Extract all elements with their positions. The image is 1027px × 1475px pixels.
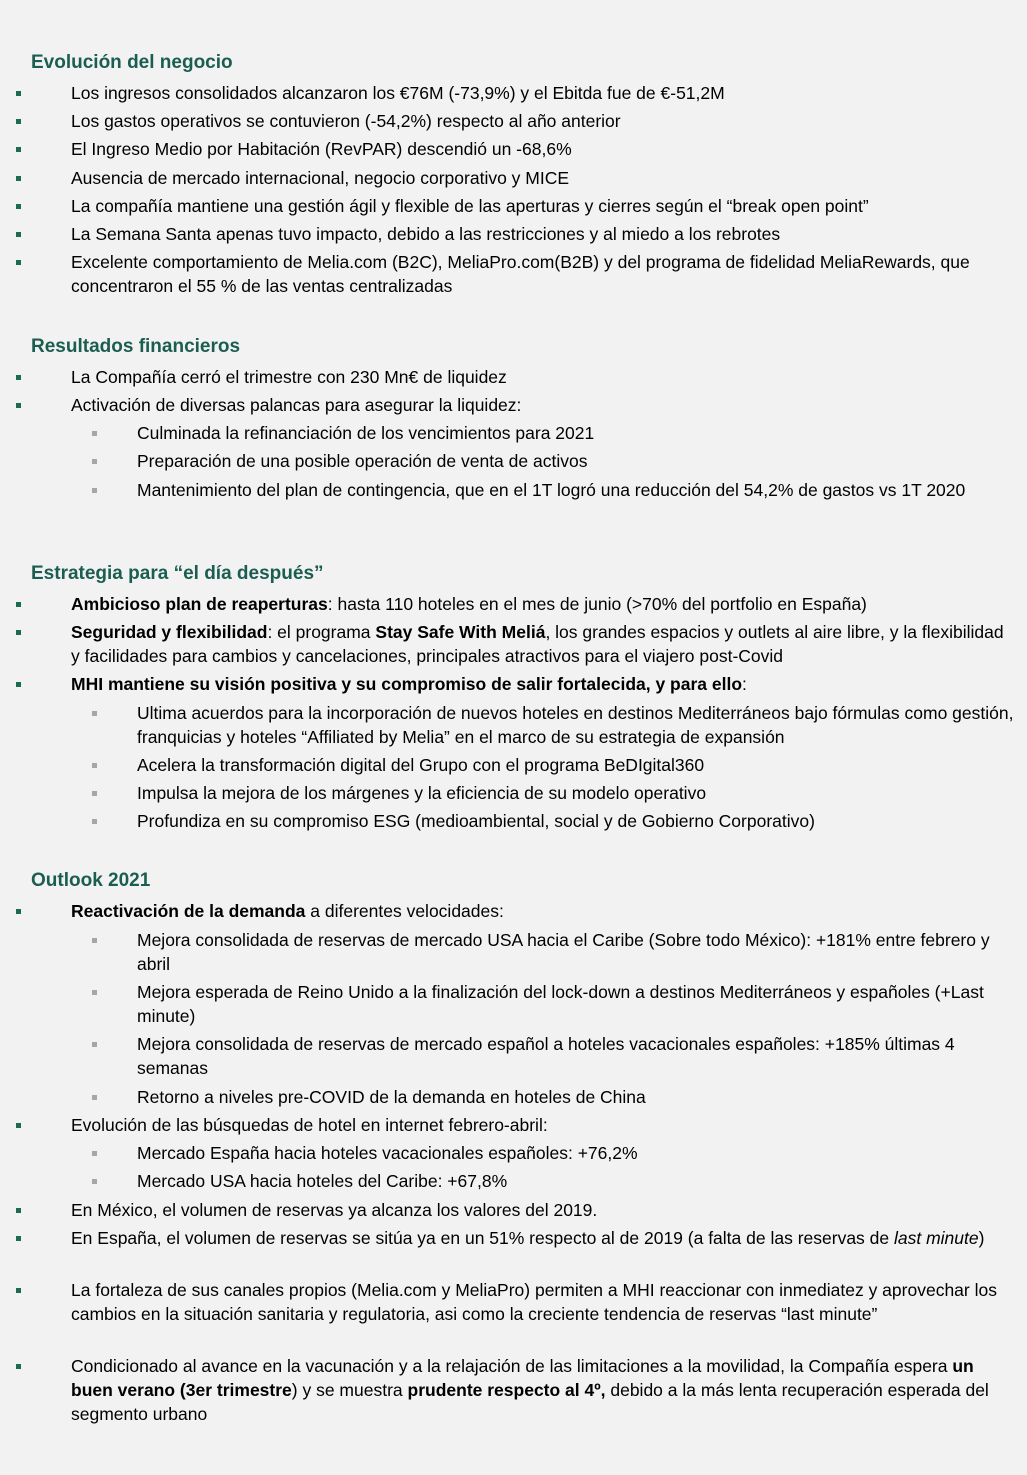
sub-bullet-icon [92,431,97,436]
item-bold-text: prudente respecto al 4º, [407,1380,606,1400]
item-text: En España, el volumen de reservas se sitúa ya en un 51% respecto al de 2019 (a falta de las reservas de [71,1228,894,1248]
item-text: El Ingreso Medio por Habitación (RevPAR) descendió un -68,6% [71,139,572,159]
bullet-icon [16,1208,21,1213]
item-bold-text: Stay Safe With Meliá [375,622,546,642]
item-text: La Compañía cerró el trimestre con 230 Mn€ de liquidez [71,367,507,387]
list-item [71,194,1016,218]
item-text: Condicionado al avance en la vacunación y a la relajación de las limitaciones a la movilidad, la Compañía espera [71,1356,953,1376]
sub-bullet-icon [92,459,97,464]
item-text: Impulsa la mejora de los márgenes y la eficiencia de su modelo operativo [137,783,707,803]
item-text: Culminada la refinanciación de los vencimientos para 2021 [137,423,595,443]
item-text: : el programa [267,622,376,642]
bullet-icon [16,602,21,607]
item-text: Ultima acuerdos para la incorporación de nuevos hoteles en destinos Mediterráneos bajo fórmulas como gestión, franquicias y hoteles “Affiliated by Melia” en el marco de su estrategia de expansión [137,703,1014,747]
sub-list-item [137,1085,1017,1109]
sub-bullet-icon [92,1179,97,1184]
list-item [71,365,1016,389]
item-text: Acelera la transformación digital del Grupo con el programa BeDIgital360 [137,755,705,775]
item-text: Preparación de una posible operación de venta de activos [137,451,588,471]
item-text: debido a la más lenta recuperación esperada del segmento urbano [71,1380,989,1424]
bullet-icon [16,176,21,181]
section-heading: Resultados financieros [31,336,241,357]
list-item [71,1354,1016,1426]
sub-bullet-icon [92,1042,97,1047]
item-text: Mercado USA hacia hoteles del Caribe: +67,8% [137,1171,508,1191]
sub-list-item [137,478,1017,502]
list-item [71,250,1016,298]
bullet-icon [16,1364,21,1369]
list-item [71,620,1016,668]
item-text: a diferentes velocidades: [305,901,504,921]
sub-bullet-icon [92,819,97,824]
list-item [71,1278,1016,1326]
bullet-icon [16,403,21,408]
bullet-icon [16,682,21,687]
sub-list-item [137,1141,1017,1165]
item-text: La compañía mantiene una gestión ágil y flexible de las aperturas y cierres según el “break open point” [71,196,869,216]
item-bold-text: Reactivación de la demanda [71,901,306,921]
item-text: , los grandes espacios y outlets al aire libre, y la flexibilidad y facilidades para cambios y cancelaciones, principales atractivos para el viajero post-Covid [71,622,1004,666]
item-text: : [742,674,747,694]
item-bold-text: Seguridad y flexibilidad [71,622,268,642]
list-item [71,1198,1016,1222]
item-text: Activación de diversas palancas para asegurar la liquidez: [71,395,522,415]
sub-bullet-icon [92,938,97,943]
sub-bullet-icon [92,763,97,768]
list-item [71,899,1016,923]
list-item [71,166,1016,190]
item-text: : hasta 110 hoteles en el mes de junio (>70% del portfolio en España) [327,594,867,614]
list-item [71,592,1016,616]
item-text: Los gastos operativos se contuvieron (-54,2%) respecto al año anterior [71,111,621,131]
item-italic-text: last minute [894,1228,979,1248]
sub-list-item [137,449,1017,473]
item-bold-text: un buen verano (3er trimestre [71,1356,974,1400]
sub-list-item [137,421,1017,445]
list-item [71,1113,1016,1137]
bullet-icon [16,204,21,209]
bullet-icon [16,1123,21,1128]
bullet-icon [16,1236,21,1241]
item-text: Mejora consolidada de reservas de mercado español a hoteles vacacionales españoles: +185% últimas 4 semanas [137,1034,955,1078]
item-bold-text: Ambicioso plan de reaperturas [71,594,328,614]
list-item [71,109,1016,133]
item-text: Mantenimiento del plan de contingencia, que en el 1T logró una reducción del 54,2% de gastos vs 1T 2020 [137,480,966,500]
bullet-icon [16,91,21,96]
sub-list-item [137,928,1017,976]
sub-list-item [137,980,1017,1028]
list-item [71,1226,1016,1250]
section-heading: Outlook 2021 [31,870,151,891]
list-item [71,672,1016,696]
item-bold-text: MHI mantiene su visión positiva y su compromiso de salir fortalecida, y para ello [71,674,743,694]
section-heading: Estrategia para “el día después” [31,563,324,584]
item-text: Mejora consolidada de reservas de mercado USA hacia el Caribe (Sobre todo México): +181% entre febrero y abril [137,930,990,974]
item-text: Excelente comportamiento de Melia.com (B2C), MeliaPro.com(B2B) y del programa de fidelidad MeliaRewards, que concentraron el 55 % de las ventas centralizadas [71,252,970,296]
item-text: Evolución de las búsquedas de hotel en internet febrero-abril: [71,1115,548,1135]
item-text: Retorno a niveles pre-COVID de la demanda en hoteles de China [137,1087,646,1107]
list-item [71,393,1016,417]
sub-list-item [137,1032,1017,1080]
sub-bullet-icon [92,488,97,493]
item-text: ) [978,1228,985,1248]
item-text: La fortaleza de sus canales propios (Melia.com y MeliaPro) permiten a MHI reaccionar con inmediatez y aprovechar los cambios en la situación sanitaria y regulatoria, asi como la creciente tendencia de reservas “last minute” [71,1280,997,1324]
bullet-icon [16,119,21,124]
item-text: Los ingresos consolidados alcanzaron los €76M (-73,9%) y el Ebitda fue de €-51,2M [71,83,725,103]
sub-list-item [137,701,1017,749]
list-item [71,137,1016,161]
bullet-icon [16,630,21,635]
item-text: Profundiza en su compromiso ESG (medioambiental, social y de Gobierno Corporativo) [137,811,815,831]
sub-list-item [137,753,1017,777]
bullet-icon [16,909,21,914]
list-item [71,222,1016,246]
item-text: Mejora esperada de Reino Unido a la finalización del lock-down a destinos Mediterráneos y españoles (+Last minute) [137,982,984,1026]
item-text: En México, el volumen de reservas ya alcanza los valores del 2019. [71,1200,598,1220]
sub-list-item [137,1169,1017,1193]
section-heading: Evolución del negocio [31,52,233,73]
item-text: La Semana Santa apenas tuvo impacto, debido a las restricciones y al miedo a los rebrotes [71,224,781,244]
bullet-icon [16,1288,21,1293]
item-text: Mercado España hacia hoteles vacacionales españoles: +76,2% [137,1143,638,1163]
sub-bullet-icon [92,791,97,796]
item-text: ) y se muestra [291,1380,408,1400]
item-text: Ausencia de mercado internacional, negocio corporativo y MICE [71,168,570,188]
sub-bullet-icon [92,711,97,716]
bullet-icon [16,232,21,237]
sub-list-item [137,781,1017,805]
sub-list-item [137,809,1017,833]
bullet-icon [16,375,21,380]
bullet-icon [16,147,21,152]
sub-bullet-icon [92,1095,97,1100]
sub-bullet-icon [92,1151,97,1156]
sub-bullet-icon [92,990,97,995]
list-item [71,81,1016,105]
bullet-icon [16,260,21,265]
